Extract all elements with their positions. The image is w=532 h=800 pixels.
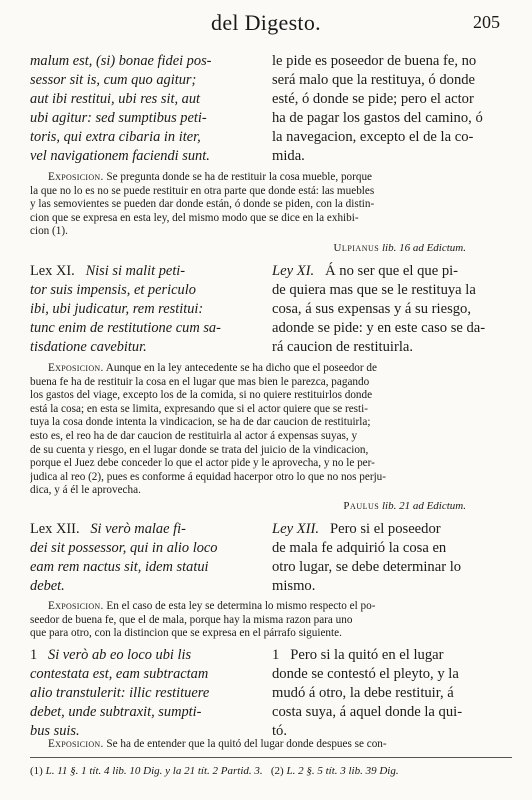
latin-line: ibi, ubi judicatur, rem restitui:	[30, 301, 204, 317]
latin-line: bus suis.	[30, 723, 80, 739]
latin-column: Lex XII. Si verò malae fi- dei sit possessor, qui in alio loco eam rem nactus sit, idem statui debet.	[30, 520, 252, 596]
law-title-latin: Lex XI.	[30, 263, 75, 279]
latin-line: contestata est, eam subtractam	[30, 666, 209, 682]
exposition-line: judica al reo (2), pues es conforme á equidad hacerpor otro lo que no nos perju-	[30, 470, 387, 483]
law-title-spanish: Ley XII.	[272, 521, 320, 537]
spanish-line: donde se contestó el pleyto, y la	[272, 666, 459, 682]
spanish-column: Ley XII. Pero si el poseedor de mala fe adquirió la cosa en otro lugar, se debe determinar lo mismo.	[272, 520, 512, 596]
latin-line: dei sit possessor, qui in alio loco	[30, 540, 218, 556]
paragraph-1-block	[30, 646, 512, 741]
latin-line: malum est, (si) bonae fidei pos-	[30, 53, 212, 69]
exposition-line: seedor de buena fe, que el de mala, porque hay la misma razon para uno	[30, 613, 353, 626]
latin-line: toris, qui extra cibaria in iter,	[30, 129, 201, 145]
exposition-paragraph: Exposicion. En el caso de esta ley se determina lo mismo respecto el po- seedor de buena fe, que el de mala, porque hay la misma razon para uno que para otro, con la distincion que se expresa en el párrafo siguiente.	[30, 600, 512, 641]
page-header	[0, 10, 532, 40]
spanish-line: mismo.	[272, 578, 316, 594]
latin-line: ubi agitur: sed sumptibus peti-	[30, 110, 207, 126]
footnote: (1) L. 11 §. 1 tít. 4 lib. 10 Dig. y la 21 tít. 2 Partid. 3. (2) L. 2 §. 5 tít. 3 lib. 39 Dig.	[30, 765, 399, 777]
spanish-line: mudó á otro, la debe restituir, á	[272, 685, 454, 701]
page-number: 205	[473, 12, 500, 32]
spanish-line: la navegacion, excepto el de la co-	[272, 129, 474, 145]
spanish-line: adonde se pide: y en este caso se da-	[272, 320, 486, 336]
latin-line: vel navigationem faciendi sunt.	[30, 148, 210, 164]
spanish-column	[272, 52, 512, 166]
spanish-column: 1 Pero si la quitó en el lugar donde se contestó el pleyto, y la mudó á otro, la debe restituir, á costa suya, á aquel donde la qui- tó.	[272, 646, 512, 741]
spanish-line: otro lugar, se debe determinar lo	[272, 559, 462, 575]
law-title-latin: Lex XII.	[30, 521, 80, 537]
exposition-line: porque el Juez debe conceder lo que el actor pide y le aprovecha, y no le per-	[30, 457, 375, 470]
latin-column: Lex XI. Nisi si malit peti- tor suis impensis, et periculo ibi, ubi judicatur, rem restitui: tunc enim de restitutione cum sa- tisdatione cavebitur.	[30, 262, 252, 357]
exposition-paragraph: Exposicion. Aunque en la ley antecedente se ha dicho que el poseedor de buena fe ha de restituir la cosa en el lugar que mas bien le parezca, pagando los gastos del viage, excepto los de la comida, si no quiere restituirlos donde está la cosa; en esta se limita, expresando que si el actor quiere que se resti- tuya la cosa donde intenta la vindicacion, se ha de dar caucion de restituirla; esto es, el reo ha de dar caucion de restituirla al actor á expensas suyas, y de su cuenta y riesgo, en el lugar donde se trata del juicio de la vindicacion, porque el Juez debe conceder lo que el actor pide y le aprovecha, y no le per- judica al reo (2), pues es conforme á equidad hacerpor otro lo que no nos perju- dica, y á él le aprovecha.	[30, 362, 512, 498]
footnote-rule	[30, 757, 512, 758]
exposition-line: de su cuenta y riesgo, en el lugar donde se trata del juicio de la vindicacion,	[30, 443, 369, 456]
exposition-line: la que no lo es no se puede restituir en otra parte que donde está: las muebles	[30, 184, 375, 197]
exposition-label: Exposicion.	[48, 600, 104, 612]
law-xi-block	[30, 262, 512, 357]
latin-column: 1 Si verò ab eo loco ubi lis contestata est, eam subtractam alio transtulerit: illic restituere debet, unde subtraxit, sumpti- bus suis.	[30, 646, 252, 741]
latin-line: alio transtulerit: illic restituere	[30, 685, 210, 701]
running-title: del Digesto.	[211, 10, 321, 35]
latin-line: eam rem nactus sit, idem statui	[30, 559, 209, 575]
source-citation: Ulpianus lib. 16 ad Edictum.	[333, 242, 466, 254]
source-citation: Paulus lib. 21 ad Edictum.	[343, 500, 466, 512]
latin-line: sessor sit is, cum quo agitur;	[30, 72, 197, 88]
exposition-label: Exposicion.	[48, 738, 104, 750]
latin-line: tor suis impensis, et periculo	[30, 282, 196, 298]
latin-line: debet, unde subtraxit, sumpti-	[30, 704, 202, 720]
spanish-line: costa suya, á aquel donde la qui-	[272, 704, 463, 720]
exposition-line: está la cosa; en esta se limita, expresando que si el actor quiere que se resti-	[30, 402, 368, 415]
spanish-line: de quiera mas que se le restituya la	[272, 282, 476, 298]
paragraph-number: 1	[30, 647, 38, 663]
exposition-line: cion que se expresa en esta ley, del mismo modo que se dice en la exhibi-	[30, 211, 359, 224]
latin-line: aut ibi restitui, ubi res sit, aut	[30, 91, 201, 107]
spanish-line: tó.	[272, 723, 287, 739]
exposition-line: dica, y á él le aprovecha.	[30, 484, 141, 497]
latin-line: tisdatione cavebitur.	[30, 339, 147, 355]
exposition-label: Exposicion.	[48, 362, 104, 374]
exposition-paragraph: Exposicion. Se ha de entender que la quitó del lugar donde despues se con-	[48, 738, 387, 750]
exposition-line: esto es, el reo ha de dar caucion de restituirla al actor á expensas suyas, y	[30, 429, 358, 442]
exposition-label: Exposicion.	[48, 171, 104, 183]
latin-line: debet.	[30, 578, 65, 594]
spanish-line: esté, ó donde se pide; pero el actor	[272, 91, 474, 107]
paragraph-number: 1	[272, 647, 280, 663]
spanish-column: Ley XI. Á no ser que el que pi- de quiera mas que se le restituya la cosa, á sus expensas y á su riesgo, adonde se pide: y en este caso se da- rá caucion de restituirla.	[272, 262, 512, 357]
exposition-line: los gastos del viage, excepto los de la comida, si no quiere restituirlos donde	[30, 389, 373, 402]
exposition-line: cion (1).	[30, 225, 68, 238]
law-title-spanish: Ley XI.	[272, 263, 315, 279]
exposition-line: que para otro, con la distincion que se expresa en el párrafo siguiente.	[30, 627, 342, 640]
spanish-line: mida.	[272, 148, 305, 164]
spanish-line: cosa, á sus expensas y á su riesgo,	[272, 301, 471, 317]
spanish-line: le pide es poseedor de buena fe, no	[272, 53, 477, 69]
exposition-paragraph: Exposicion. Se pregunta donde se ha de restituir la cosa mueble, porque la que no lo es no se puede restituir en otra parte que donde está: las muebles y las semovientes se pueden dar donde están, ó donde se piden, con la distin- cion que se expresa en esta ley, del mismo modo que se dice en la exhibi- cion (1).	[30, 171, 512, 239]
exposition-line: y las semovientes se pueden dar donde están, ó donde se piden, con la distin-	[30, 198, 375, 211]
spanish-line: de mala fe adquirió la cosa en	[272, 540, 447, 556]
spanish-line: será malo que la restituya, ó donde	[272, 72, 476, 88]
latin-column	[30, 52, 252, 166]
latin-line: tunc enim de restitutione cum sa-	[30, 320, 221, 336]
exposition-line: tuya la cosa donde intenta la vindicacion, se ha de dar caucion de restituirla;	[30, 416, 371, 429]
exposition-line: buena fe ha de restituir la cosa en el lugar que mas bien le parezca, pagando	[30, 375, 370, 388]
law-xii-block	[30, 520, 512, 596]
spanish-line: rá caucion de restituirla.	[272, 339, 414, 355]
law-continuation-block	[30, 52, 512, 166]
spanish-line: ha de pagar los gastos del camino, ó	[272, 110, 483, 126]
